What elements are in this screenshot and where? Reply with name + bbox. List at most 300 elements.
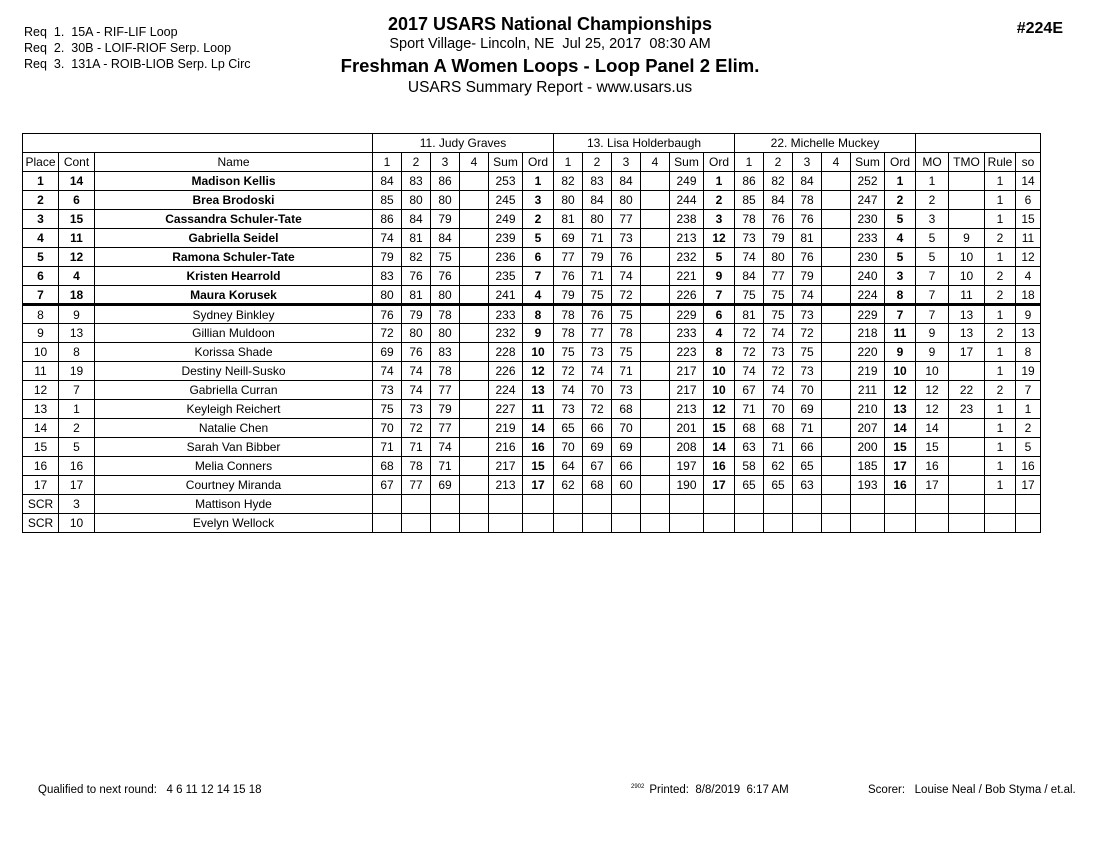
judge1-score2-cell: 84 (402, 210, 431, 229)
judge3-sum-cell: 210 (851, 400, 885, 419)
judge2-sum-cell: 208 (670, 438, 704, 457)
judge3-ordinal-cell: 2 (885, 191, 916, 210)
column-header-row (23, 153, 1041, 172)
judge1-score4-cell (460, 476, 489, 495)
majority-ordinal-cell (916, 514, 949, 533)
judge2-ordinal-cell (704, 514, 735, 533)
judge1-score4-cell (460, 381, 489, 400)
judge2-sum-cell: 226 (670, 286, 704, 305)
judge3-ordinal-cell: 8 (885, 286, 916, 305)
judge2-sum-cell: 213 (670, 400, 704, 419)
col-header-rule: Rule (985, 153, 1016, 172)
skating-order-cell: 7 (1016, 381, 1041, 400)
judge3-score3-cell: 72 (793, 324, 822, 343)
judge3-score1-cell (735, 514, 764, 533)
judge1-score2-cell: 78 (402, 457, 431, 476)
judge2-score3-cell: 66 (612, 457, 641, 476)
judge2-sum-cell: 213 (670, 229, 704, 248)
judge3-score2-cell: 80 (764, 248, 793, 267)
total-majority-ordinal-cell: 13 (949, 305, 985, 324)
skating-order-cell: 11 (1016, 229, 1041, 248)
judge3-score1-cell: 67 (735, 381, 764, 400)
judge3-score2-cell: 73 (764, 343, 793, 362)
skater-name-cell: Melia Conners (95, 457, 373, 476)
place-cell: 14 (23, 419, 59, 438)
judge-header-spacer-right (916, 134, 1041, 153)
place-cell: 11 (23, 362, 59, 381)
total-majority-ordinal-cell (949, 438, 985, 457)
judge2-score3-cell: 78 (612, 324, 641, 343)
judge1-score1-cell: 79 (373, 248, 402, 267)
col-header-j3-score4: 4 (822, 153, 851, 172)
judge2-ordinal-cell: 3 (704, 210, 735, 229)
total-majority-ordinal-cell: 22 (949, 381, 985, 400)
table-row (23, 305, 1041, 324)
judge2-ordinal-cell: 14 (704, 438, 735, 457)
judge2-score3-cell (612, 514, 641, 533)
col-header-j1-score3: 3 (431, 153, 460, 172)
event-number: #224E (1016, 20, 1063, 37)
col-header-cont: Cont (59, 153, 95, 172)
judge1-score1-cell (373, 514, 402, 533)
judge3-ordinal-cell: 16 (885, 476, 916, 495)
total-majority-ordinal-cell (949, 514, 985, 533)
skating-order-cell: 6 (1016, 191, 1041, 210)
judge3-score4-cell (822, 324, 851, 343)
contestant-number-cell: 17 (59, 476, 95, 495)
judge2-score2-cell: 84 (583, 191, 612, 210)
judge3-sum-cell: 224 (851, 286, 885, 305)
requirement-line-2: Req 2. 30B - LOIF-RIOF Serp. Loop (24, 41, 232, 55)
skater-name-cell: Destiny Neill-Susko (95, 362, 373, 381)
total-majority-ordinal-cell (949, 495, 985, 514)
skater-name-cell: Maura Korusek (95, 286, 373, 305)
judge1-score1-cell: 75 (373, 400, 402, 419)
judge2-score4-cell (641, 305, 670, 324)
judge2-score3-cell: 74 (612, 267, 641, 286)
majority-ordinal-cell: 12 (916, 381, 949, 400)
majority-ordinal-cell: 9 (916, 343, 949, 362)
judge3-score2-cell (764, 514, 793, 533)
judge3-score2-cell: 77 (764, 267, 793, 286)
skating-order-cell (1016, 495, 1041, 514)
judge2-score1-cell: 75 (554, 343, 583, 362)
judge1-ordinal-cell: 7 (523, 267, 554, 286)
majority-ordinal-cell: 7 (916, 305, 949, 324)
judge1-ordinal-cell: 10 (523, 343, 554, 362)
judge2-score1-cell: 80 (554, 191, 583, 210)
qualified-note: Qualified to next round: 4 6 11 12 14 15 18 (38, 784, 262, 796)
table-row (23, 419, 1041, 438)
judge1-score1-cell: 76 (373, 305, 402, 324)
rule-cell: 1 (985, 248, 1016, 267)
judge2-score1-cell: 76 (554, 267, 583, 286)
judge1-ordinal-cell (523, 514, 554, 533)
judge2-score4-cell (641, 457, 670, 476)
judge2-score1-cell (554, 514, 583, 533)
judge2-score3-cell: 80 (612, 191, 641, 210)
judge3-sum-cell: 200 (851, 438, 885, 457)
judge3-score2-cell: 76 (764, 210, 793, 229)
judge2-ordinal-cell: 17 (704, 476, 735, 495)
skater-name-cell: Natalie Chen (95, 419, 373, 438)
judge2-score4-cell (641, 476, 670, 495)
results-table (22, 133, 1041, 533)
judge2-score1-cell (554, 495, 583, 514)
judge2-sum-cell (670, 495, 704, 514)
judge1-sum-cell: 232 (489, 324, 523, 343)
skater-name-cell: Brea Brodoski (95, 191, 373, 210)
rule-cell: 1 (985, 400, 1016, 419)
place-cell: 7 (23, 286, 59, 305)
place-cell: 9 (23, 324, 59, 343)
judge1-sum-cell: 245 (489, 191, 523, 210)
judge1-sum-cell: 213 (489, 476, 523, 495)
judge3-score3-cell: 70 (793, 381, 822, 400)
col-header-j1-sum: Sum (489, 153, 523, 172)
judge2-score1-cell: 81 (554, 210, 583, 229)
judge2-score1-cell: 65 (554, 419, 583, 438)
col-header-j2-score3: 3 (612, 153, 641, 172)
skater-name-cell: Evelyn Wellock (95, 514, 373, 533)
judge2-score2-cell: 74 (583, 362, 612, 381)
judge2-sum-cell: 217 (670, 362, 704, 381)
table-row (23, 495, 1041, 514)
place-cell: 13 (23, 400, 59, 419)
judge2-score2-cell (583, 495, 612, 514)
skater-name-cell: Korissa Shade (95, 343, 373, 362)
judge2-sum-cell: 249 (670, 172, 704, 191)
judge2-score2-cell: 76 (583, 305, 612, 324)
judge3-score3-cell (793, 514, 822, 533)
judge2-score4-cell (641, 191, 670, 210)
contestant-number-cell: 10 (59, 514, 95, 533)
skater-name-cell: Sarah Van Bibber (95, 438, 373, 457)
judge1-score4-cell (460, 172, 489, 191)
contestant-number-cell: 8 (59, 343, 95, 362)
judge3-score3-cell: 74 (793, 286, 822, 305)
report-type-line: USARS Summary Report - www.usars.us (407, 79, 693, 96)
judge1-score3-cell: 79 (431, 400, 460, 419)
judge1-score4-cell (460, 419, 489, 438)
rule-cell: 1 (985, 457, 1016, 476)
majority-ordinal-cell: 5 (916, 248, 949, 267)
judge1-score2-cell: 77 (402, 476, 431, 495)
judge2-score4-cell (641, 362, 670, 381)
majority-ordinal-cell: 2 (916, 191, 949, 210)
judge2-score4-cell (641, 400, 670, 419)
judge1-score1-cell: 80 (373, 286, 402, 305)
judge3-score4-cell (822, 476, 851, 495)
judge3-score2-cell: 74 (764, 324, 793, 343)
judge1-score1-cell: 74 (373, 362, 402, 381)
judge3-score4-cell (822, 514, 851, 533)
judge3-sum-cell: 211 (851, 381, 885, 400)
judge2-score4-cell (641, 343, 670, 362)
skating-order-cell: 2 (1016, 419, 1041, 438)
judge3-sum-cell: 207 (851, 419, 885, 438)
judge3-score1-cell: 73 (735, 229, 764, 248)
col-header-j1-score4: 4 (460, 153, 489, 172)
judge3-score2-cell: 75 (764, 305, 793, 324)
col-header-j1-ord: Ord (523, 153, 554, 172)
judge1-ordinal-cell: 2 (523, 210, 554, 229)
judge2-score4-cell (641, 229, 670, 248)
judge3-score4-cell (822, 305, 851, 324)
judge2-sum-cell: 244 (670, 191, 704, 210)
judge1-score3-cell: 83 (431, 343, 460, 362)
judge1-sum-cell: 235 (489, 267, 523, 286)
judge2-score4-cell (641, 419, 670, 438)
judge3-score1-cell: 85 (735, 191, 764, 210)
place-cell: 2 (23, 191, 59, 210)
judge3-sum-cell: 229 (851, 305, 885, 324)
judge2-score1-cell: 78 (554, 324, 583, 343)
table-row (23, 267, 1041, 286)
judge3-score3-cell: 69 (793, 400, 822, 419)
total-majority-ordinal-cell: 10 (949, 267, 985, 286)
judge2-score4-cell (641, 438, 670, 457)
judge3-score3-cell: 78 (793, 191, 822, 210)
judge2-sum-cell: 217 (670, 381, 704, 400)
majority-ordinal-cell (916, 495, 949, 514)
judge1-score3-cell: 80 (431, 286, 460, 305)
judge3-ordinal-cell: 14 (885, 419, 916, 438)
table-row (23, 324, 1041, 343)
majority-ordinal-cell: 15 (916, 438, 949, 457)
skater-name-cell: Madison Kellis (95, 172, 373, 191)
table-row (23, 248, 1041, 267)
judge2-ordinal-cell: 8 (704, 343, 735, 362)
championship-title: 2017 USARS National Championships (387, 14, 713, 34)
majority-ordinal-cell: 1 (916, 172, 949, 191)
judge1-ordinal-cell: 15 (523, 457, 554, 476)
majority-ordinal-cell: 14 (916, 419, 949, 438)
judge1-ordinal-cell: 17 (523, 476, 554, 495)
place-cell: 6 (23, 267, 59, 286)
judge3-score4-cell (822, 267, 851, 286)
rule-cell: 1 (985, 419, 1016, 438)
judge3-score1-cell: 63 (735, 438, 764, 457)
judge3-sum-cell: 252 (851, 172, 885, 191)
rule-cell: 2 (985, 229, 1016, 248)
judge1-score4-cell (460, 362, 489, 381)
judge1-score3-cell: 77 (431, 419, 460, 438)
judge1-score4-cell (460, 267, 489, 286)
judge2-score1-cell: 74 (554, 381, 583, 400)
judge3-score2-cell: 62 (764, 457, 793, 476)
judge3-score1-cell: 58 (735, 457, 764, 476)
total-majority-ordinal-cell (949, 419, 985, 438)
skating-order-cell: 14 (1016, 172, 1041, 191)
judge1-score4-cell (460, 514, 489, 533)
judge3-score3-cell: 71 (793, 419, 822, 438)
judge2-ordinal-cell: 6 (704, 305, 735, 324)
judge2-ordinal-cell: 7 (704, 286, 735, 305)
table-row (23, 191, 1041, 210)
judge3-ordinal-cell: 10 (885, 362, 916, 381)
majority-ordinal-cell: 17 (916, 476, 949, 495)
judge2-score1-cell: 77 (554, 248, 583, 267)
judge3-ordinal-cell: 4 (885, 229, 916, 248)
majority-ordinal-cell: 3 (916, 210, 949, 229)
judge3-ordinal-cell: 3 (885, 267, 916, 286)
judge2-score3-cell: 75 (612, 305, 641, 324)
judge1-score2-cell: 81 (402, 229, 431, 248)
table-row (23, 457, 1041, 476)
judge1-score4-cell (460, 343, 489, 362)
judge3-score1-cell: 71 (735, 400, 764, 419)
judge1-score1-cell: 70 (373, 419, 402, 438)
judge3-score2-cell: 71 (764, 438, 793, 457)
judge3-score4-cell (822, 248, 851, 267)
skating-order-cell: 9 (1016, 305, 1041, 324)
judge1-ordinal-cell: 11 (523, 400, 554, 419)
table-row (23, 286, 1041, 305)
judge3-ordinal-cell: 9 (885, 343, 916, 362)
judge2-score1-cell: 64 (554, 457, 583, 476)
place-cell: 3 (23, 210, 59, 229)
col-header-mo: MO (916, 153, 949, 172)
judge2-score1-cell: 82 (554, 172, 583, 191)
judge2-score1-cell: 79 (554, 286, 583, 305)
contestant-number-cell: 5 (59, 438, 95, 457)
judge1-score1-cell: 83 (373, 267, 402, 286)
judge2-score2-cell: 83 (583, 172, 612, 191)
col-header-j1-score2: 2 (402, 153, 431, 172)
judge1-score2-cell (402, 495, 431, 514)
judge3-score3-cell: 75 (793, 343, 822, 362)
place-cell: 10 (23, 343, 59, 362)
judge3-score3-cell: 79 (793, 267, 822, 286)
judge2-ordinal-cell: 12 (704, 229, 735, 248)
table-row (23, 210, 1041, 229)
judge1-sum-cell (489, 514, 523, 533)
judge3-score4-cell (822, 210, 851, 229)
printed-note (631, 784, 789, 796)
contestant-number-cell: 1 (59, 400, 95, 419)
requirement-line-3: Req 3. 131A - ROIB-LIOB Serp. Lp Circ (24, 57, 251, 71)
judge3-score3-cell: 63 (793, 476, 822, 495)
judge1-score2-cell: 81 (402, 286, 431, 305)
judge1-score3-cell: 84 (431, 229, 460, 248)
judge2-score3-cell: 77 (612, 210, 641, 229)
judge3-score3-cell (793, 495, 822, 514)
place-cell: 16 (23, 457, 59, 476)
rule-cell (985, 495, 1016, 514)
total-majority-ordinal-cell: 9 (949, 229, 985, 248)
judge1-ordinal-cell: 5 (523, 229, 554, 248)
total-majority-ordinal-cell: 13 (949, 324, 985, 343)
judge1-score4-cell (460, 286, 489, 305)
results-head (23, 134, 1041, 172)
judge1-score4-cell (460, 495, 489, 514)
place-cell: 15 (23, 438, 59, 457)
judge1-score2-cell: 79 (402, 305, 431, 324)
judge2-ordinal-cell: 15 (704, 419, 735, 438)
total-majority-ordinal-cell (949, 362, 985, 381)
judge3-score4-cell (822, 457, 851, 476)
contestant-number-cell: 6 (59, 191, 95, 210)
judge2-score3-cell: 71 (612, 362, 641, 381)
total-majority-ordinal-cell (949, 457, 985, 476)
col-header-tmo: TMO (949, 153, 985, 172)
judge1-score3-cell: 79 (431, 210, 460, 229)
judge1-score1-cell (373, 495, 402, 514)
judge3-score2-cell: 72 (764, 362, 793, 381)
judge3-sum-cell (851, 514, 885, 533)
judge3-score1-cell: 65 (735, 476, 764, 495)
judge1-score3-cell: 80 (431, 324, 460, 343)
majority-ordinal-cell: 7 (916, 286, 949, 305)
rule-cell: 1 (985, 191, 1016, 210)
judge1-score1-cell: 71 (373, 438, 402, 457)
judge1-score4-cell (460, 191, 489, 210)
contestant-number-cell: 15 (59, 210, 95, 229)
judge2-score2-cell (583, 514, 612, 533)
judge1-sum-cell: 228 (489, 343, 523, 362)
judge1-score2-cell: 76 (402, 343, 431, 362)
judge1-score1-cell: 72 (373, 324, 402, 343)
judge3-score2-cell: 68 (764, 419, 793, 438)
judge2-ordinal-cell: 10 (704, 381, 735, 400)
contestant-number-cell: 16 (59, 457, 95, 476)
col-header-j1-score1: 1 (373, 153, 402, 172)
judge1-score1-cell: 73 (373, 381, 402, 400)
skating-order-cell: 8 (1016, 343, 1041, 362)
judge2-score4-cell (641, 172, 670, 191)
table-row (23, 476, 1041, 495)
judge2-sum-cell: 221 (670, 267, 704, 286)
judge3-score2-cell: 74 (764, 381, 793, 400)
rule-cell: 1 (985, 172, 1016, 191)
skating-order-cell: 15 (1016, 210, 1041, 229)
judge3-sum-cell: 240 (851, 267, 885, 286)
judge1-score4-cell (460, 457, 489, 476)
judge3-ordinal-cell: 1 (885, 172, 916, 191)
place-cell: 5 (23, 248, 59, 267)
judge1-score4-cell (460, 210, 489, 229)
judge2-sum-cell: 190 (670, 476, 704, 495)
majority-ordinal-cell: 7 (916, 267, 949, 286)
judge1-score4-cell (460, 324, 489, 343)
judge1-score3-cell: 76 (431, 267, 460, 286)
judge3-score1-cell: 68 (735, 419, 764, 438)
rule-cell: 1 (985, 305, 1016, 324)
total-majority-ordinal-cell (949, 210, 985, 229)
skating-order-cell: 13 (1016, 324, 1041, 343)
judge2-score2-cell: 79 (583, 248, 612, 267)
judge3-ordinal-cell: 12 (885, 381, 916, 400)
judge3-sum-cell: 233 (851, 229, 885, 248)
printed-text: Printed: 8/8/2019 6:17 AM (649, 784, 789, 796)
judge3-score3-cell: 66 (793, 438, 822, 457)
contestant-number-cell: 2 (59, 419, 95, 438)
judge1-sum-cell (489, 495, 523, 514)
judge3-score3-cell: 81 (793, 229, 822, 248)
judge3-sum-cell: 193 (851, 476, 885, 495)
col-header-j2-score1: 1 (554, 153, 583, 172)
place-cell: 17 (23, 476, 59, 495)
judge3-ordinal-cell: 11 (885, 324, 916, 343)
judge2-sum-cell (670, 514, 704, 533)
rule-cell (985, 514, 1016, 533)
judge1-score3-cell: 86 (431, 172, 460, 191)
judge2-score4-cell (641, 381, 670, 400)
skating-order-cell: 18 (1016, 286, 1041, 305)
venue-date-line: Sport Village- Lincoln, NE Jul 25, 2017 08:30 AM (389, 36, 711, 52)
judge1-sum-cell: 241 (489, 286, 523, 305)
